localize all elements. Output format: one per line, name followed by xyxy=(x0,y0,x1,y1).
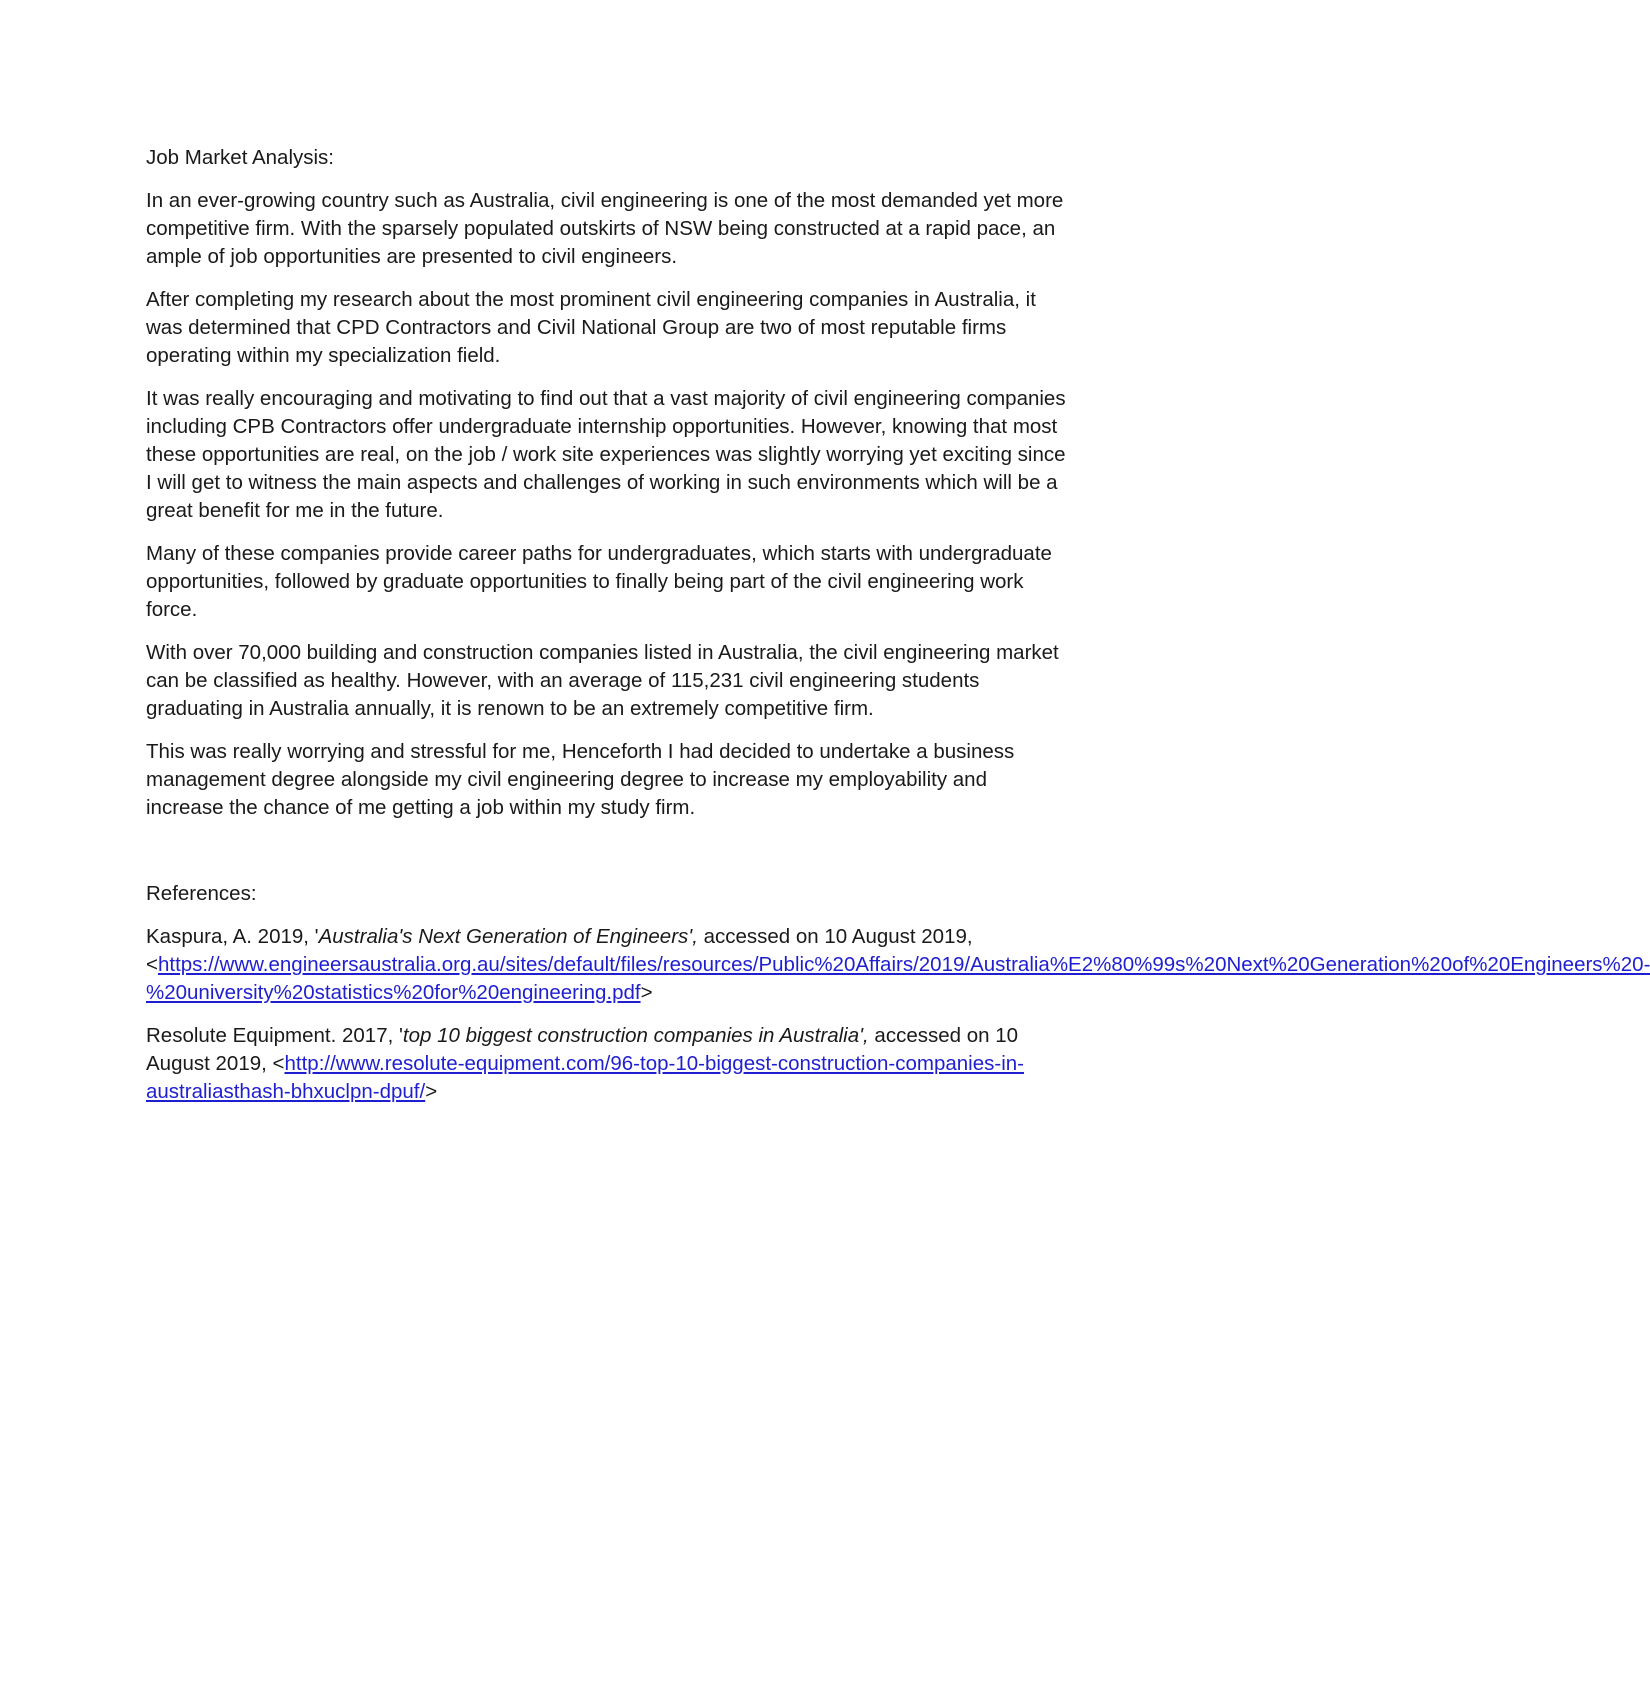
reference-suffix: > xyxy=(640,981,653,1004)
reference-title: top 10 biggest construction companies in Australia', xyxy=(402,1024,869,1047)
reference-accessed: accessed on 10 August 2019, < xyxy=(146,925,973,976)
paragraph-research: After completing my research about the most prominent civil engineering companies in Australia, it was determined that CPD Contractors and Civil National Group are two of most reputable firms operating within my specialization field. xyxy=(146,288,1036,367)
document-title: Job Market Analysis: xyxy=(146,146,334,169)
reference-item xyxy=(146,923,1650,1007)
reference-accessed: accessed on 10 August 2019, < xyxy=(146,1024,1019,1075)
reference-item xyxy=(146,1022,1066,1106)
reference-prefix: Resolute Equipment. 2017, ' xyxy=(146,1024,403,1047)
paragraph-career-paths: Many of these companies provide career paths for undergraduates, which starts with undergraduate opportunities, followed by graduate opportunities to finally being part of the civil engineering work force. xyxy=(146,542,1052,621)
paragraph-market: With over 70,000 building and construction companies listed in Australia, the civil engineering market can be classified as healthy. However, with an average of 115,231 civil engineering students graduating in Australia annually, it is renown to be an extremely competitive firm. xyxy=(146,641,1059,720)
paragraph-internships: It was really encouraging and motivating to find out that a vast majority of civil engineering companies including CPB Contractors offer undergraduate internship opportunities. However, knowing that most these opportunities are real, on the job / work site experiences was slightly worrying yet exciting since I will get to witness the main aspects and challenges of working in such environments which will be a great benefit for me in the future. xyxy=(146,387,1066,522)
reference-link[interactable]: http://www.resolute-equipment.com/96-top-10-biggest-construction-companies-in-australiasthash-bhxuclpn-dpuf/ xyxy=(146,1052,1024,1103)
reference-suffix: > xyxy=(425,1080,438,1103)
reference-link[interactable]: https://www.engineersaustralia.org.au/sites/default/files/resources/Public%20Affairs/2019/Australia%E2%80%99s%20Next%20Generation%20of%20Engineers%20-%20university%20statistics%20for%20engineering.pdf xyxy=(146,953,1650,1004)
document-body xyxy=(146,144,1650,1121)
references-heading: References: xyxy=(146,882,257,905)
reference-prefix: Kaspura, A. 2019, ' xyxy=(146,925,319,948)
reference-title: Australia's Next Generation of Engineers', xyxy=(318,925,698,948)
paragraph-conclusion: This was really worrying and stressful for me, Henceforth I had decided to undertake a business management degree alongside my civil engineering degree to increase my employability and increase the chance of me getting a job within my study firm. xyxy=(146,740,1015,819)
paragraph-intro: In an ever-growing country such as Australia, civil engineering is one of the most demanded yet more competitive firm. With the sparsely populated outskirts of NSW being constructed at a rapid pace, an ample of job opportunities are presented to civil engineers. xyxy=(146,189,1064,268)
